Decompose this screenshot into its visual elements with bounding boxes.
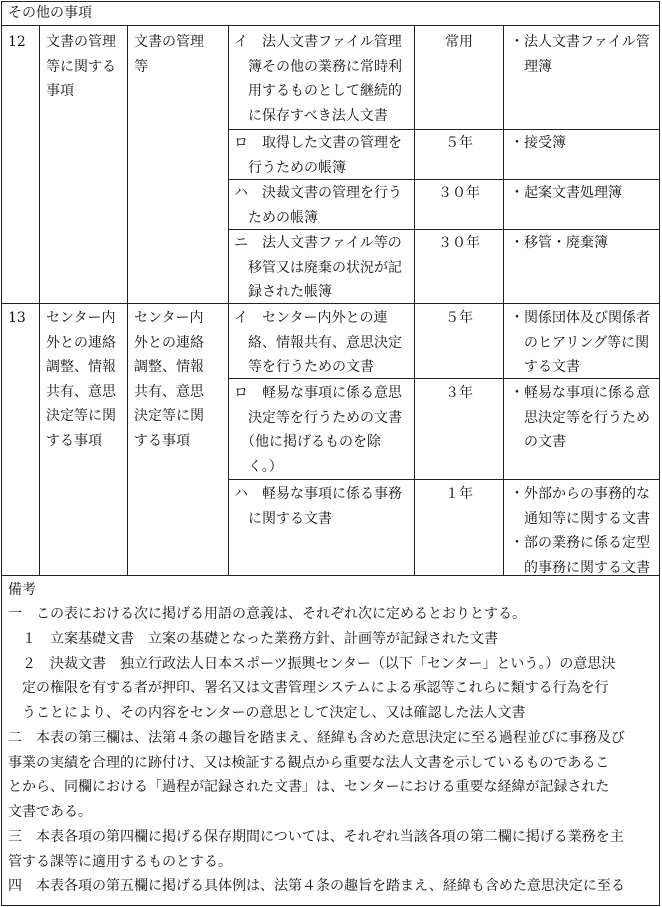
examples-cell: ・移管・廃棄簿 xyxy=(510,235,608,251)
note-line: ２ 決裁文書 独立行政法人日本スポーツ振興センター（以下「センター」という。）の意思決 xyxy=(8,656,616,672)
retention-period-cell: ３０年 xyxy=(438,185,480,201)
note-line: 管する課等に適用するものとする。 xyxy=(8,854,232,870)
record-type-cell: ハ 決裁文書の管理を行う ための帳簿 xyxy=(234,185,402,226)
column-divider xyxy=(127,26,128,575)
note-line: 文書である。 xyxy=(8,804,92,820)
column-divider xyxy=(39,26,40,575)
note-line: とから、同欄における「過程が記録された文書」は、センターにおける重要な経緯が記録された xyxy=(8,779,610,795)
subrow-divider xyxy=(228,479,660,480)
retention-period-cell: １年 xyxy=(445,486,473,502)
examples-cell: ・軽易な事項に係る意 思決定等を行うため の文書 xyxy=(510,385,650,450)
retention-period-cell: ５年 xyxy=(445,310,473,326)
record-type-cell: イ 法人文書ファイル管理 簿その他の業務に常時利 用するものとして継続的 に保存すべき法人文書 xyxy=(234,34,402,124)
section-title: その他の事項 xyxy=(2,2,659,26)
note-line: 四 本表各項の第五欄に掲げる具体例は、法第４条の趣旨を踏まえ、経緯も含めた意思決定に至る xyxy=(8,878,625,894)
note-line: うことにより、その内容をセンターの意思として決定し、又は確認した法人文書 xyxy=(8,705,526,721)
retention-period-cell: ３年 xyxy=(445,385,473,401)
records-retention-table xyxy=(1,1,660,906)
retention-period-cell: ３０年 xyxy=(438,235,480,251)
record-type-cell: ハ 軽易な事項に係る事務 に関する文書 xyxy=(234,486,402,527)
examples-cell: ・起案文書処理簿 xyxy=(510,185,622,201)
note-line: 二 本表の第三欄は、法第４条の趣旨を踏まえ、経緯も含めた意思決定に至る過程並びに事務及び xyxy=(8,730,625,746)
record-type-cell: ロ 取得した文書の管理を 行うための帳簿 xyxy=(234,135,402,176)
item-number: 13 xyxy=(8,310,26,326)
subrow-divider xyxy=(228,129,660,130)
notes-heading: 備考 xyxy=(8,582,36,598)
column-divider xyxy=(503,26,504,575)
note-line: 一 この表における次に掲げる用語の意義は、それぞれ次に定めるとおりとする。 xyxy=(8,606,526,622)
column-divider xyxy=(228,26,229,575)
retention-period-cell: 常用 xyxy=(445,34,473,50)
work-cell: 文書の管理 等 xyxy=(134,34,204,75)
item-number: 12 xyxy=(8,34,26,50)
examples-cell: ・外部からの事務的な 通知等に関する文書 ・部の業務に係る定型 的事務に関する文書 xyxy=(510,486,650,576)
examples-cell: ・法人文書ファイル管 理簿 xyxy=(510,34,650,75)
record-type-cell: ロ 軽易な事項に係る意思 決定等を行うための文書 （他に掲げるものを除 く。） xyxy=(234,385,402,475)
record-type-cell: ニ 法人文書ファイル等の 移管又は廃棄の状況が記 録された帳簿 xyxy=(234,235,402,300)
note-line: １ 立案基礎文書 立案の基礎となった業務方針、計画等が記録された文書 xyxy=(8,631,498,647)
examples-cell: ・関係団体及び関係者 のヒアリング等に関 する文書 xyxy=(510,310,650,375)
examples-cell: ・接受簿 xyxy=(510,135,566,151)
record-type-cell: イ センター内外との連 絡、情報共有、意思決定 等を行うための文書 xyxy=(234,310,402,375)
matter-cell: センター内 外との連絡 調整、情報 共有、意思 決定等に関 する事項 xyxy=(46,310,116,449)
note-line: 事業の実績を合理的に跡付け、又は検証する観点から重要な法人文書を示しているものであるこ xyxy=(8,755,610,771)
retention-period-cell: ５年 xyxy=(445,135,473,151)
note-line: 三 本表各項の第四欄に掲げる保存期間については、それぞれ当該各項の第二欄に掲げる業務を主 xyxy=(8,829,624,845)
matter-cell: 文書の管理 等に関する 事項 xyxy=(46,34,116,99)
note-line: 定の権限を有する者が押印、署名又は文書管理システムによる承認等これらに類する行為を行 xyxy=(8,680,609,696)
work-cell: センター内 外との連絡 調整、情報 共有、意思 決定等に関 する事項 xyxy=(134,310,204,449)
